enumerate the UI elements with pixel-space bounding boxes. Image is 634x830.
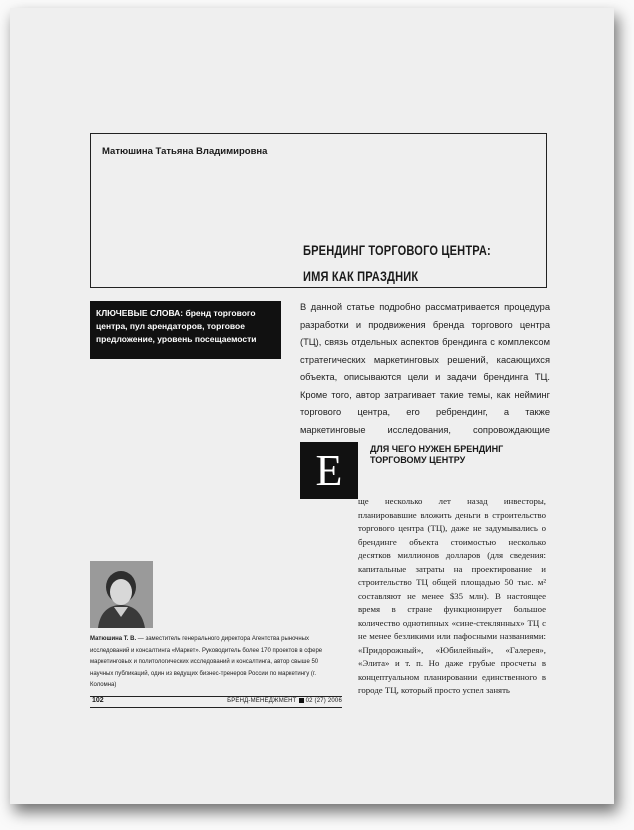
square-bullet-icon — [299, 698, 304, 703]
footer-rule-bottom — [90, 707, 342, 708]
bio-text: — заместитель генерального директора Агентства рыночных исследований и консалтинга «Маркет». Руководитель более 170 проектов в сфере маркетинговых и политологических исследований и консалтинга, автор свыше 50 научных публикаций, один из ведущих бизнес-тренеров России по маркетингу (г. Коломна) — [90, 636, 323, 688]
author-photo — [90, 561, 153, 628]
keywords-box: КЛЮЧЕВЫЕ СЛОВА: бренд торгового центра, пул арендаторов, торговое предложение, уровень посещаемости — [90, 301, 281, 359]
magazine-page — [10, 8, 614, 804]
title-line-2: ИМЯ КАК ПРАЗДНИК — [303, 269, 419, 284]
bio-name: Матюшина Т. В. — [90, 636, 137, 642]
section-heading-line-1: ДЛЯ ЧЕГО НУЖЕН БРЕНДИНГ — [370, 444, 504, 454]
journal-title: БРЕНД-МЕНЕДЖМЕНТ — [227, 698, 297, 705]
title-line-1: БРЕНДИНГ ТОРГОВОГО ЦЕНТРА: — [303, 243, 491, 258]
body-paragraph: ще несколько лет назад инвесторы, планировавшие вложить деньги в строительство торгового центра (ТЦ), даже не задумывались о брендинге объекта стоимостью несколько десятков миллионов долларов (для сведения: капитальные затраты на проектирование и строительство ТЦ общей площадью 50 тыс. м² составляют не менее $35 млн). В настоящее время в стране функционирует большое количество однотипных «сине-стеклянных» ТЦ с не менее безликими или пафосными названиями: «Придорожный», «Юбилейный», «Галерея», «Элита» и т. п. Но даже грубые просчеты в концептуальном планировании единственного в городе ТЦ, который просто успел занять — [358, 496, 546, 695]
footer-rule-top — [90, 696, 342, 697]
journal-issue: 02 (27) 2006 — [305, 698, 342, 705]
section-heading — [370, 444, 503, 466]
article-title — [303, 238, 491, 290]
lead-paragraph: В данной статье подробно рассматривается процедура разработки и продвижения бренда торгового центра (ТЦ), связь отдельных аспектов брендинга с комплексом стратегических маркетинговых решений, касающихся объекта, описываются цели и задачи брендинга ТЦ. Кроме того, автор затрагивает такие темы, как нейминг торгового центра, его ребрендинг, а также маркетинговые исследования, сопровождающие — [300, 302, 550, 435]
page-number: 102 — [92, 697, 104, 704]
author-name: Матюшина Татьяна Владимировна — [102, 146, 268, 157]
section-heading-line-2: ТОРГОВОМУ ЦЕНТРУ — [370, 455, 466, 465]
drop-cap: Е — [300, 442, 358, 499]
author-bio — [90, 634, 340, 692]
journal-name — [227, 698, 342, 704]
article-header-box — [90, 133, 547, 288]
